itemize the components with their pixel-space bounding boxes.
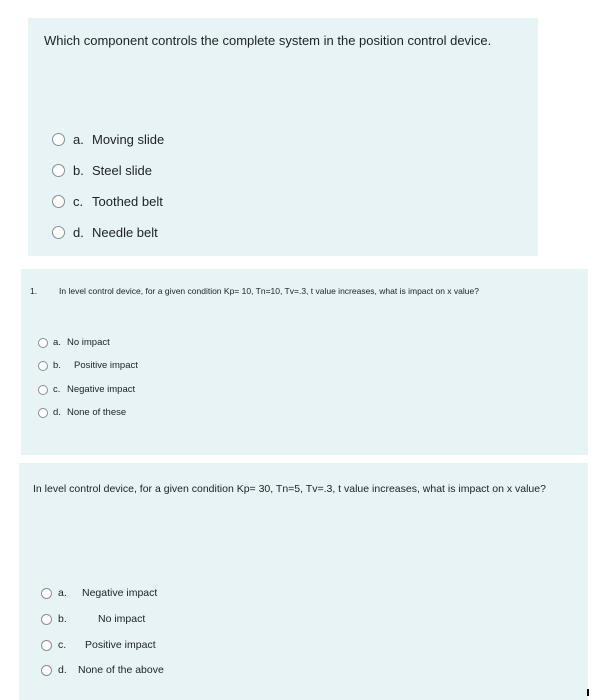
radio-button[interactable] bbox=[41, 640, 52, 651]
option-label: Negative impact bbox=[82, 587, 158, 599]
option-d[interactable] bbox=[41, 664, 164, 676]
radio-button[interactable] bbox=[38, 385, 48, 395]
question-text: In level control device, for a given condition Kp= 30, Tn=5, Tv=.3, t value increases, what is impact on x value? bbox=[33, 483, 546, 495]
option-letter: b. bbox=[73, 163, 84, 178]
option-label: Needle belt bbox=[92, 225, 158, 240]
question-number: 1. bbox=[30, 286, 38, 296]
option-d[interactable] bbox=[52, 225, 158, 240]
option-label: No impact bbox=[98, 613, 146, 625]
option-letter: c. bbox=[58, 639, 67, 651]
radio-button[interactable] bbox=[52, 164, 65, 177]
option-label: Positive impact bbox=[74, 360, 138, 371]
option-b[interactable] bbox=[52, 163, 152, 178]
question-text: In level control device, for a given condition Kp= 10, Tn=10, Tv=.3, t value increases, what is impact on x value? bbox=[59, 286, 479, 296]
question-card-2 bbox=[21, 269, 588, 455]
option-letter: d. bbox=[53, 407, 61, 418]
option-letter: c. bbox=[73, 194, 84, 209]
radio-button[interactable] bbox=[41, 614, 52, 625]
option-c[interactable] bbox=[38, 384, 135, 395]
option-label: None of these bbox=[67, 407, 127, 418]
option-d[interactable] bbox=[38, 407, 126, 418]
option-a[interactable] bbox=[41, 587, 157, 599]
option-a[interactable] bbox=[38, 337, 110, 348]
option-letter: b. bbox=[53, 360, 61, 371]
option-label: Steel slide bbox=[92, 163, 152, 178]
option-letter: d. bbox=[58, 664, 67, 676]
option-label: Toothed belt bbox=[92, 194, 163, 209]
radio-button[interactable] bbox=[52, 226, 65, 239]
question-text: Which component controls the complete system in the position control device. bbox=[44, 33, 492, 48]
option-c[interactable] bbox=[41, 639, 156, 651]
edge-mark bbox=[587, 689, 589, 696]
option-label: Moving slide bbox=[92, 132, 165, 147]
radio-button[interactable] bbox=[41, 665, 52, 676]
option-label: Negative impact bbox=[67, 384, 136, 395]
option-letter: a. bbox=[53, 337, 61, 348]
option-letter: a. bbox=[58, 587, 67, 599]
radio-button[interactable] bbox=[38, 361, 48, 371]
question-card-1 bbox=[28, 18, 538, 256]
option-letter: c. bbox=[53, 384, 61, 395]
option-letter: d. bbox=[73, 225, 84, 240]
option-label: None of the above bbox=[78, 664, 164, 676]
option-letter: b. bbox=[58, 613, 67, 625]
option-b[interactable] bbox=[41, 613, 145, 625]
option-c[interactable] bbox=[52, 194, 163, 209]
option-letter: a. bbox=[73, 132, 84, 147]
option-b[interactable] bbox=[38, 360, 138, 371]
radio-button[interactable] bbox=[52, 195, 65, 208]
question-card-3 bbox=[19, 463, 588, 700]
radio-button[interactable] bbox=[52, 133, 65, 146]
radio-button[interactable] bbox=[38, 338, 48, 348]
radio-button[interactable] bbox=[41, 588, 52, 599]
radio-button[interactable] bbox=[38, 408, 48, 418]
option-a[interactable] bbox=[52, 132, 164, 147]
option-label: Positive impact bbox=[85, 639, 156, 651]
option-label: No impact bbox=[67, 337, 110, 348]
